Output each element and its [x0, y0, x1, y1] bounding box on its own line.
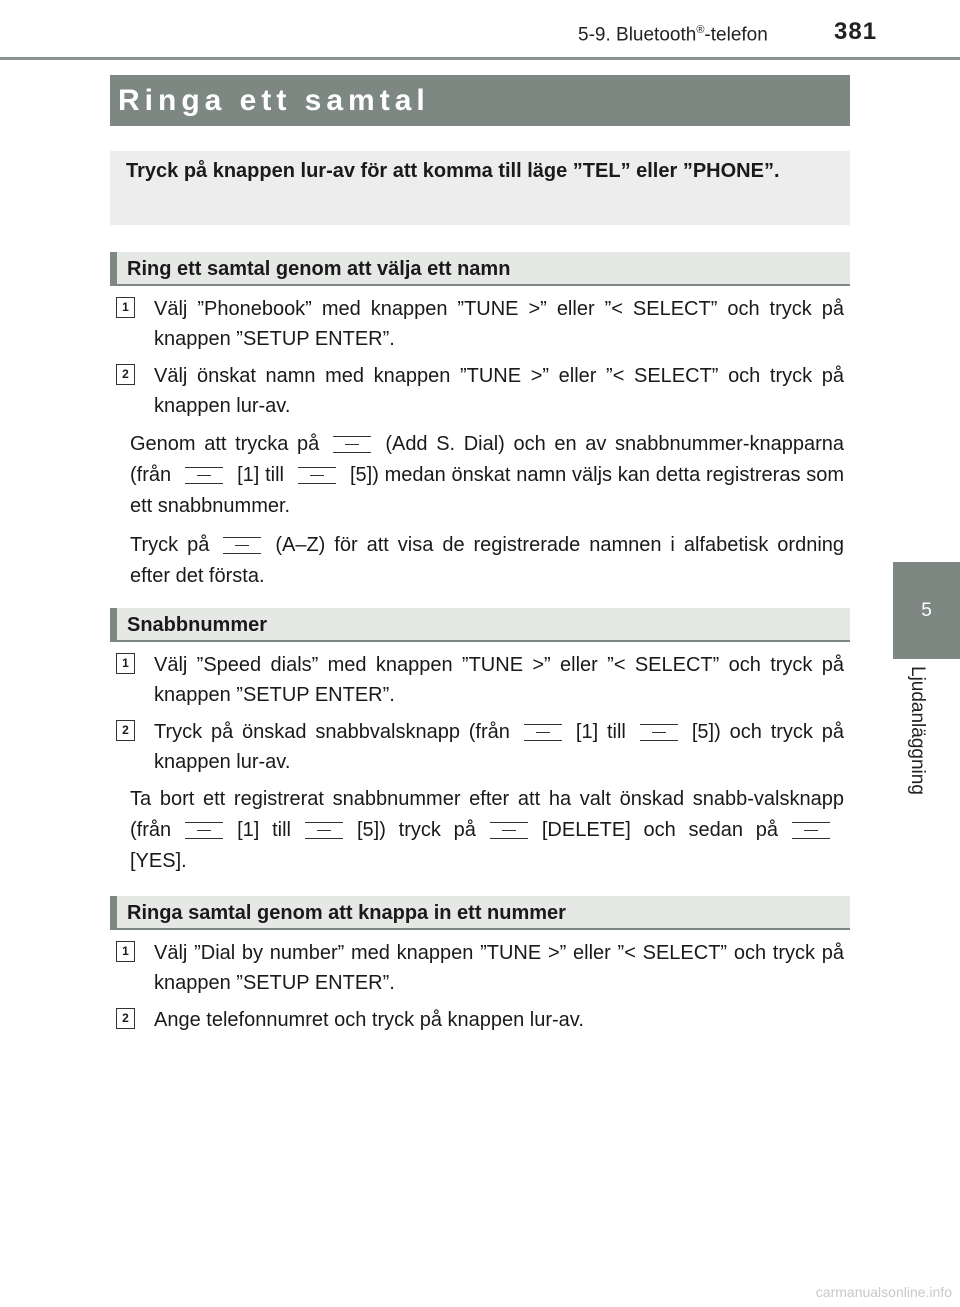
section-heading-speed-dial: Snabbnummer	[110, 608, 850, 642]
button-icon	[185, 822, 223, 839]
step-1	[116, 650, 844, 710]
step-text: Välj önskat namn med knappen ”TUNE >” eller ”< SELECT” och tryck på knappen lur-av.	[154, 365, 844, 417]
chapter-label: Ljudanläggning	[907, 666, 928, 795]
section-heading-dial-number: Ringa samtal genom att knappa in ett nummer	[110, 896, 850, 930]
button-icon	[185, 467, 223, 484]
step-1	[116, 938, 844, 998]
intro-box: Tryck på knappen lur-av för att komma till läge ”TEL” eller ”PHONE”.	[110, 151, 850, 225]
step-2	[116, 361, 844, 421]
watermark: carmanualsonline.info	[815, 1284, 952, 1300]
step-number: 2	[116, 1008, 135, 1029]
step-number: 1	[116, 653, 135, 674]
page-title: Ringa ett samtal	[110, 75, 850, 126]
step-text: Välj ”Dial by number” med knappen ”TUNE >” eller ”< SELECT” och tryck på knappen ”SETUP ENTER”.	[154, 942, 844, 994]
step-2	[116, 1005, 844, 1035]
step-number: 2	[116, 364, 135, 385]
step-number: 2	[116, 720, 135, 741]
button-icon	[333, 436, 371, 453]
step-text: Tryck på önskad snabbvalsknapp (från [1] till [5]) och tryck på knappen lur-av.	[154, 721, 844, 773]
section-heading-name: Ring ett samtal genom att välja ett namn	[110, 252, 850, 286]
button-icon	[640, 724, 678, 741]
button-icon	[490, 822, 528, 839]
header-divider	[0, 57, 960, 60]
page-number: 381	[834, 18, 878, 45]
button-icon	[305, 822, 343, 839]
step-number: 1	[116, 297, 135, 318]
step-text: Välj ”Phonebook” med knappen ”TUNE >” eller ”< SELECT” och tryck på knappen ”SETUP ENTER”.	[154, 298, 844, 350]
button-icon	[524, 724, 562, 741]
step-number: 1	[116, 941, 135, 962]
step-1	[116, 294, 844, 354]
note-speed-dial-register: Genom att trycka på (Add S. Dial) och en av snabbnummer-knapparna (från [1] till [5]) medan önskat namn väljs kan detta registreras som ett snabbnummer.	[130, 433, 845, 517]
step-2	[116, 717, 844, 777]
note-delete-speed-dial: Ta bort ett registrerat snabbnummer efter att ha valt önskad snabb-valsknapp (från [1] till [5]) tryck på [DELETE] och sedan på[YES].	[130, 788, 844, 872]
button-icon	[792, 822, 830, 839]
step-text: Ange telefonnumret och tryck på knappen lur-av.	[154, 1009, 584, 1031]
section-title: 5-9. Bluetooth®-telefon	[578, 24, 768, 46]
step-text: Välj ”Speed dials” med knappen ”TUNE >” eller ”< SELECT” och tryck på knappen ”SETUP ENTER”.	[154, 654, 844, 706]
button-icon	[298, 467, 336, 484]
note-alphabetical: Tryck på (A–Z) för att visa de registrerade namnen i alfabetisk ordning efter det första.	[130, 534, 845, 587]
chapter-tab: 5	[893, 562, 960, 659]
button-icon	[223, 537, 261, 554]
